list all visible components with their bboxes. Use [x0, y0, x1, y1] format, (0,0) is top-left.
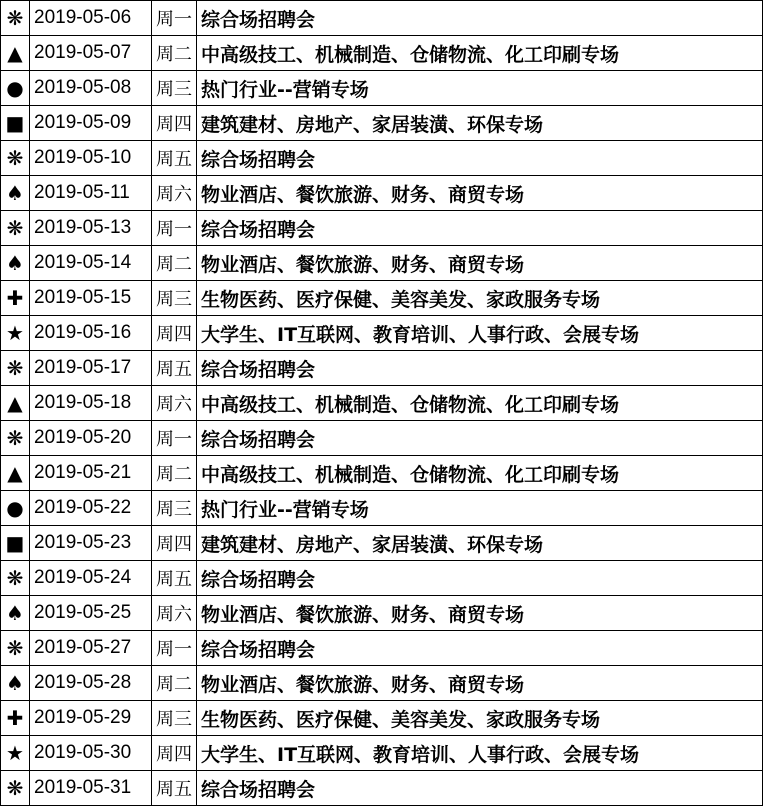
date-cell: 2019-05-21 [30, 456, 152, 491]
triangle-icon: ▲ [1, 36, 30, 71]
topic-cell: 热门行业--营销专场 [197, 491, 763, 526]
date-cell: 2019-05-13 [30, 211, 152, 246]
triangle-icon: ▲ [1, 456, 30, 491]
cross-icon: ✚ [1, 281, 30, 316]
topic-cell: 大学生、IT互联网、教育培训、人事行政、会展专场 [197, 316, 763, 351]
table-row [1, 421, 763, 456]
table-row [1, 211, 763, 246]
date-cell: 2019-05-11 [30, 176, 152, 211]
topic-cell: 中高级技工、机械制造、仓储物流、化工印刷专场 [197, 456, 763, 491]
topic-cell: 综合场招聘会 [197, 1, 763, 36]
date-cell: 2019-05-16 [30, 316, 152, 351]
weekday-cell: 周二 [152, 36, 197, 71]
table-row [1, 316, 763, 351]
topic-cell: 中高级技工、机械制造、仓储物流、化工印刷专场 [197, 36, 763, 71]
date-cell: 2019-05-18 [30, 386, 152, 421]
asterisk-flower-icon: ❋ [1, 1, 30, 36]
weekday-cell: 周二 [152, 666, 197, 701]
weekday-cell: 周四 [152, 526, 197, 561]
weekday-cell: 周四 [152, 106, 197, 141]
date-cell: 2019-05-25 [30, 596, 152, 631]
schedule-table-body [1, 1, 763, 806]
weekday-cell: 周四 [152, 736, 197, 771]
table-row [1, 631, 763, 666]
asterisk-flower-icon: ❋ [1, 561, 30, 596]
weekday-cell: 周五 [152, 351, 197, 386]
date-cell: 2019-05-24 [30, 561, 152, 596]
date-cell: 2019-05-07 [30, 36, 152, 71]
table-row [1, 736, 763, 771]
asterisk-flower-icon: ❋ [1, 351, 30, 386]
table-row [1, 351, 763, 386]
weekday-cell: 周六 [152, 176, 197, 211]
weekday-cell: 周二 [152, 246, 197, 281]
date-cell: 2019-05-29 [30, 701, 152, 736]
asterisk-flower-icon: ❋ [1, 421, 30, 456]
spade-icon: ♠ [1, 596, 30, 631]
weekday-cell: 周一 [152, 631, 197, 666]
date-cell: 2019-05-30 [30, 736, 152, 771]
date-cell: 2019-05-14 [30, 246, 152, 281]
table-row [1, 1, 763, 36]
topic-cell: 物业酒店、餐饮旅游、财务、商贸专场 [197, 666, 763, 701]
topic-cell: 综合场招聘会 [197, 141, 763, 176]
weekday-cell: 周一 [152, 211, 197, 246]
date-cell: 2019-05-27 [30, 631, 152, 666]
date-cell: 2019-05-23 [30, 526, 152, 561]
topic-cell: 生物医药、医疗保健、美容美发、家政服务专场 [197, 701, 763, 736]
weekday-cell: 周二 [152, 456, 197, 491]
weekday-cell: 周三 [152, 701, 197, 736]
topic-cell: 物业酒店、餐饮旅游、财务、商贸专场 [197, 176, 763, 211]
table-row [1, 106, 763, 141]
table-row [1, 36, 763, 71]
topic-cell: 综合场招聘会 [197, 351, 763, 386]
topic-cell: 生物医药、医疗保健、美容美发、家政服务专场 [197, 281, 763, 316]
date-cell: 2019-05-08 [30, 71, 152, 106]
weekday-cell: 周五 [152, 141, 197, 176]
asterisk-flower-icon: ❋ [1, 141, 30, 176]
square-icon: ■ [1, 106, 30, 141]
table-row [1, 141, 763, 176]
weekday-cell: 周三 [152, 71, 197, 106]
topic-cell: 综合场招聘会 [197, 631, 763, 666]
table-row [1, 456, 763, 491]
date-cell: 2019-05-17 [30, 351, 152, 386]
weekday-cell: 周六 [152, 596, 197, 631]
date-cell: 2019-05-09 [30, 106, 152, 141]
topic-cell: 热门行业--营销专场 [197, 71, 763, 106]
circle-icon: ● [1, 491, 30, 526]
table-row [1, 491, 763, 526]
date-cell: 2019-05-15 [30, 281, 152, 316]
asterisk-flower-icon: ❋ [1, 211, 30, 246]
table-row [1, 526, 763, 561]
cross-icon: ✚ [1, 701, 30, 736]
date-cell: 2019-05-31 [30, 771, 152, 806]
weekday-cell: 周一 [152, 1, 197, 36]
table-row [1, 596, 763, 631]
table-row [1, 71, 763, 106]
spade-icon: ♠ [1, 176, 30, 211]
circle-icon: ● [1, 71, 30, 106]
topic-cell: 物业酒店、餐饮旅游、财务、商贸专场 [197, 246, 763, 281]
date-cell: 2019-05-20 [30, 421, 152, 456]
weekday-cell: 周三 [152, 491, 197, 526]
weekday-cell: 周五 [152, 561, 197, 596]
table-row [1, 701, 763, 736]
topic-cell: 大学生、IT互联网、教育培训、人事行政、会展专场 [197, 736, 763, 771]
topic-cell: 物业酒店、餐饮旅游、财务、商贸专场 [197, 596, 763, 631]
weekday-cell: 周四 [152, 316, 197, 351]
table-row [1, 246, 763, 281]
date-cell: 2019-05-22 [30, 491, 152, 526]
star-icon: ★ [1, 316, 30, 351]
triangle-icon: ▲ [1, 386, 30, 421]
topic-cell: 建筑建材、房地产、家居装潢、环保专场 [197, 106, 763, 141]
topic-cell: 综合场招聘会 [197, 211, 763, 246]
weekday-cell: 周三 [152, 281, 197, 316]
table-row [1, 176, 763, 211]
date-cell: 2019-05-28 [30, 666, 152, 701]
table-row [1, 386, 763, 421]
table-row [1, 771, 763, 806]
topic-cell: 建筑建材、房地产、家居装潢、环保专场 [197, 526, 763, 561]
table-row [1, 281, 763, 316]
topic-cell: 中高级技工、机械制造、仓储物流、化工印刷专场 [197, 386, 763, 421]
topic-cell: 综合场招聘会 [197, 421, 763, 456]
topic-cell: 综合场招聘会 [197, 771, 763, 806]
weekday-cell: 周一 [152, 421, 197, 456]
table-row [1, 561, 763, 596]
topic-cell: 综合场招聘会 [197, 561, 763, 596]
asterisk-flower-icon: ❋ [1, 771, 30, 806]
spade-icon: ♠ [1, 666, 30, 701]
star-icon: ★ [1, 736, 30, 771]
asterisk-flower-icon: ❋ [1, 631, 30, 666]
spade-icon: ♠ [1, 246, 30, 281]
table-row [1, 666, 763, 701]
date-cell: 2019-05-06 [30, 1, 152, 36]
date-cell: 2019-05-10 [30, 141, 152, 176]
square-icon: ■ [1, 526, 30, 561]
weekday-cell: 周六 [152, 386, 197, 421]
weekday-cell: 周五 [152, 771, 197, 806]
